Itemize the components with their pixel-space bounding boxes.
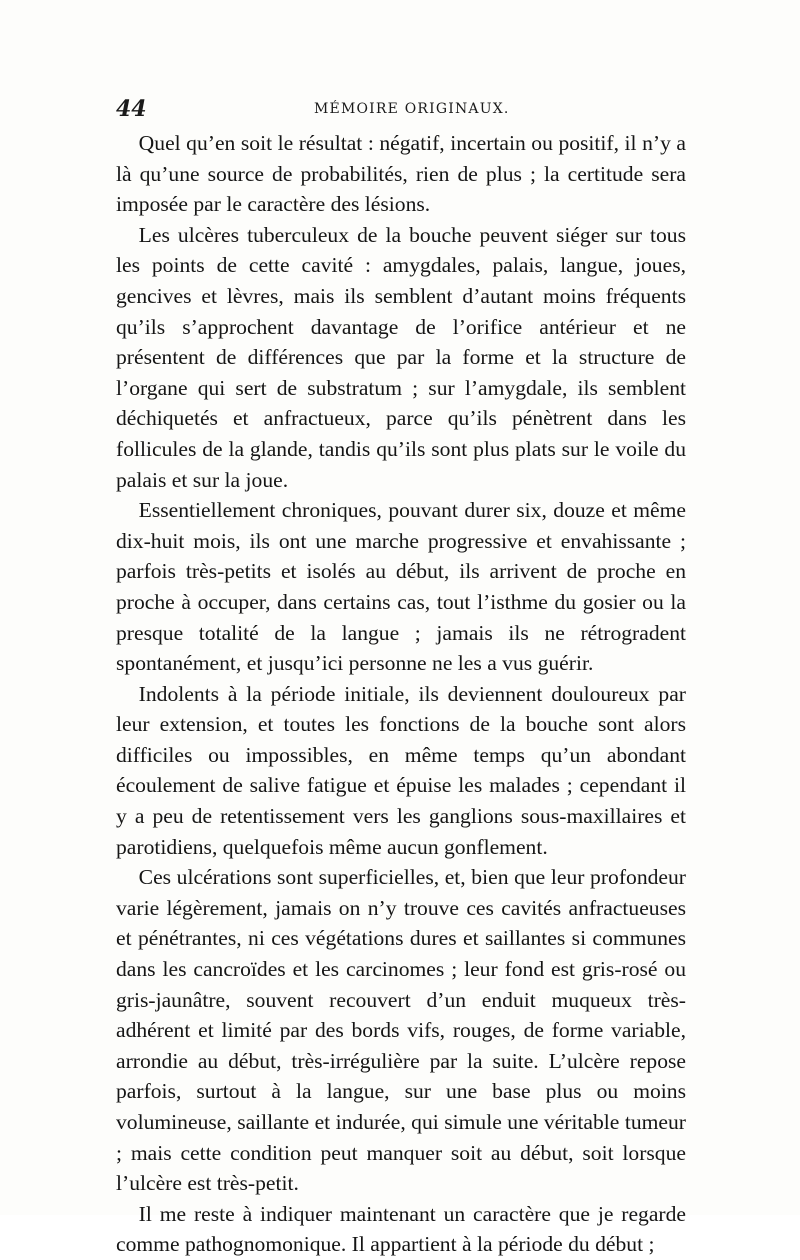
paragraph: Ces ulcérations sont superficielles, et, bien que leur profondeur varie légèrement, jamais on n’y trouve ces cavités anfractueuses et pénétrantes, ni ces végétations dures et saillantes si communes dans les cancroïdes et les carcinomes ; leur fond est gris-rosé ou gris-jaunâtre, souvent recouvert d’un enduit muqueux très-adhérent et limité par des bords vifs, rouges, de forme variable, arrondie au début, très-irrégulière par la suite. L’ulcère repose parfois, surtout à la langue, sur une base plus ou moins volumineuse, saillante et indurée, qui simule une véritable tumeur ; mais cette condition peut manquer soit au début, soit lorsque l’ulcère est très-petit. — [116, 865, 686, 1196]
body-text — [116, 128, 686, 1260]
page-number: 44 — [116, 96, 147, 122]
paragraph: Quel qu’en soit le résultat : négatif, incertain ou positif, il n’y a là qu’une source de probabilités, rien de plus ; la certitude sera imposée par le caractère des lésions. — [116, 131, 686, 217]
paragraph: Indolents à la période initiale, ils deviennent douloureux par leur extension, et toutes les fonctions de la bouche sont alors difficiles ou impossibles, en même temps qu’un abondant écoulement de salive fatigue et épuise les malades ; cependant il y a peu de retentissement vers les ganglions sous-maxillaires et parotidiens, quelquefois même aucun gonflement. — [116, 681, 686, 859]
paragraph: Il me reste à indiquer maintenant un caractère que je regarde comme pathognomonique. Il appartient à la période du début ; — [116, 1201, 686, 1257]
paragraph: Essentiellement chroniques, pouvant durer six, douze et même dix-huit mois, ils ont une marche progressive et envahissante ; parfois très-petits et isolés au début, ils arrivent de proche en proche à occuper, dans certains cas, tout l’isthme du gosier ou la presque totalité de la langue ; jamais ils ne rétrogradent spontanément, et jusqu’ici personne ne les a vus guérir. — [116, 498, 686, 676]
paragraph: Les ulcères tuberculeux de la bouche peuvent siéger sur tous les points de cette cavité : amygdales, palais, langue, joues, gencives et lèvres, mais ils semblent d’autant moins fréquents qu’ils s’approchent davantage de l’orifice antérieur et ne présentent de différences que par la forme et la structure de l’organe qui sert de substratum ; sur l’amygdale, ils semblent déchiquetés et anfractueux, parce qu’ils pénètrent dans les follicules de la glande, tandis qu’ils sont plus plats sur le voile du palais et sur la joue. — [116, 222, 686, 492]
page-header — [116, 96, 686, 126]
running-title: MÉMOIRE ORIGINAUX. — [314, 101, 510, 117]
